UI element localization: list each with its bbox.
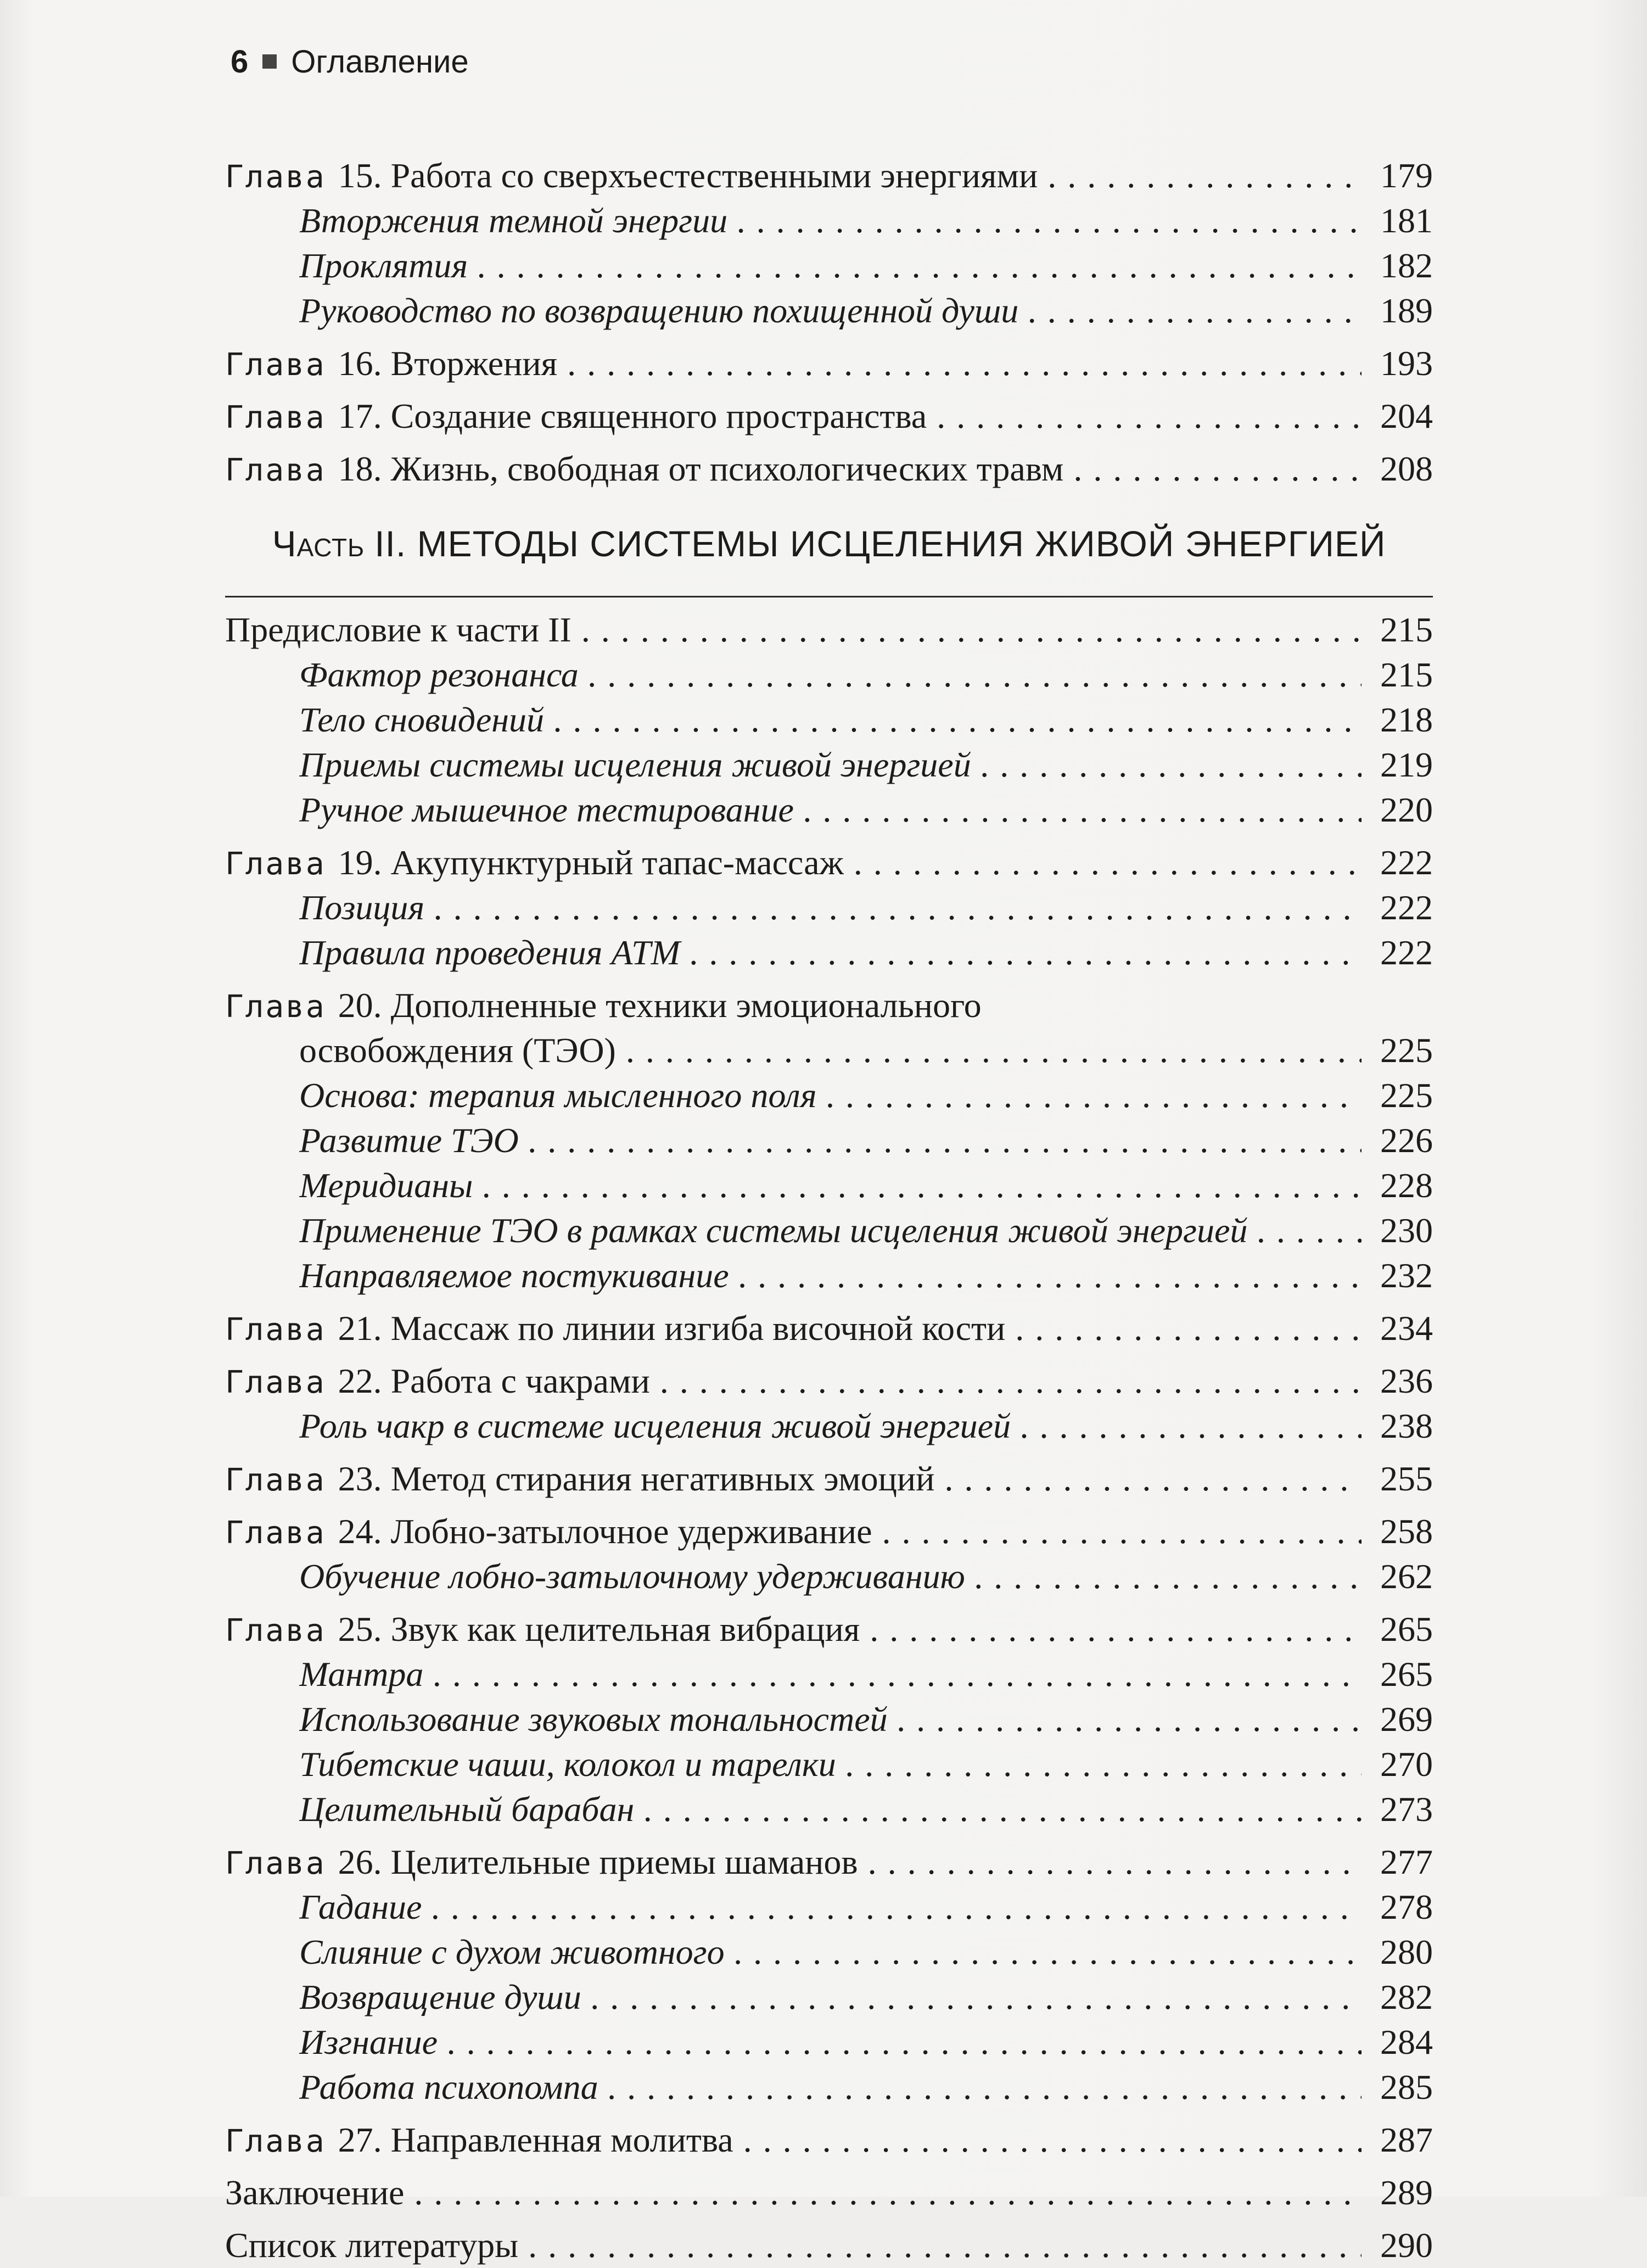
section-title: Проклятия . . . [299,243,1362,288]
section-title: Фактор резонанса . . . [299,652,1362,697]
page-ref: 278 [1380,1887,1433,1926]
toc-chapter [225,394,1433,439]
section-title: Гадание . . . [299,1885,1362,1930]
chapter-title: 18. Жизнь, свободная от психологических травм [338,449,1064,488]
toc-section [225,930,1433,975]
running-header [231,40,469,83]
toc-section [225,1163,1433,1208]
toc-section [225,2065,1433,2110]
toc-chapter [225,840,1433,885]
chapter-prefix: Глава [225,1312,326,1348]
section-title: Целительный барабан . . . [299,1787,1362,1832]
toc-section [225,742,1433,787]
page-ref: 193 [1380,344,1433,383]
toc-chapter [225,1456,1433,1501]
chapter-prefix: Глава [225,846,326,882]
page-ref: 222 [1380,933,1433,972]
page-ref: 232 [1380,1256,1433,1295]
page-ref: 265 [1380,1655,1433,1694]
section-title: Роль чакр в системе исцеления живой энергией . . . [299,1404,1362,1449]
table-of-contents [225,146,1433,2268]
page-ref: 222 [1380,843,1433,882]
chapter-title: 16. Вторжения [338,344,558,383]
section-title: Направляемое постукивание . . . [299,1253,1362,1298]
section-title: Возвращение души . . . [299,1975,1362,2020]
page-ref: 284 [1380,2023,1433,2062]
toc-chapter [225,341,1433,386]
page-ref: 226 [1380,1121,1433,1160]
toc-section [225,1073,1433,1118]
toc-section [225,198,1433,243]
section-title: Правила проведения АТМ . . . [299,930,1362,975]
page-ref: 219 [1380,745,1433,784]
page-ref: 277 [1380,1842,1433,1881]
part-title: II. МЕТОДЫ СИСТЕМЫ ИСЦЕЛЕНИЯ ЖИВОЙ ЭНЕРГИЕЙ [374,523,1386,564]
chapter-title: 21. Массаж по линии изгиба височной кости [338,1309,1006,1348]
page-ref: 225 [1380,1076,1433,1115]
page-ref: 230 [1380,1211,1433,1250]
toc-chapter-continuation [225,1028,1433,1073]
toc-section [225,1652,1433,1697]
page-ref: 262 [1380,1557,1433,1596]
section-title: Использование звуковых тональностей . . . [299,1697,1362,1742]
page-ref: 215 [1380,655,1433,694]
page-ref: 287 [1380,2120,1433,2159]
toc-section [225,243,1433,288]
section-title: Применение ТЭО в рамках системы исцеления живой энергией . . . [299,1208,1362,1253]
header-title: Оглавление [291,43,469,80]
chapter-title-line2: освобождения (ТЭО) . . . [299,1028,1362,1073]
toc-section [225,1975,1433,2020]
page-ref: 238 [1380,1406,1433,1445]
toc-section [225,2020,1433,2065]
page-ref: 218 [1380,700,1433,739]
section-title: Руководство по возвращению похищенной души . . . [299,288,1362,333]
toc-section [225,1118,1433,1163]
page-ref: 280 [1380,1932,1433,1971]
section-title: Основа: терапия мысленного поля . . . [299,1073,1362,1118]
page-ref: 182 [1380,246,1433,285]
page-ref: 282 [1380,1977,1433,2016]
section-title: Тибетские чаши, колокол и тарелки . . . [299,1742,1362,1787]
toc-section [225,1697,1433,1742]
chapter-prefix: Глава [225,1515,326,1551]
chapter-title: 19. Акупунктурный тапас-массаж [338,843,844,882]
chapter-prefix: Глава [225,1613,326,1649]
toc-entry [225,2170,1433,2215]
toc-section [225,697,1433,742]
part-heading [225,491,1433,596]
chapter-prefix: Глава [225,400,326,435]
toc-section [225,288,1433,333]
section-title: Тело сновидений . . . [299,697,1362,742]
page-ref: 289 [1380,2173,1433,2212]
toc-chapter [225,446,1433,491]
page-ref: 208 [1380,449,1433,488]
page-ref: 234 [1380,1309,1433,1348]
page-ref: 204 [1380,396,1433,435]
page-ref: 269 [1380,1700,1433,1739]
toc-section [225,652,1433,697]
toc-section [225,1208,1433,1253]
section-title: Позиция . . . [299,885,1362,930]
section-title: Меридианы . . . [299,1163,1362,1208]
toc-section [225,1787,1433,1832]
toc-chapter [225,1359,1433,1404]
entry-title: Список литературы . . . [225,2223,1362,2268]
chapter-title: 15. Работа со сверхъестественными энергиями [338,156,1038,195]
chapter-title: 25. Звук как целительная вибрация [338,1610,860,1649]
entry-title: Предисловие к части II . . . [225,607,1362,652]
page-ref: 228 [1380,1166,1433,1205]
page-ref: 179 [1380,156,1433,195]
section-title: Ручное мышечное тестирование . . . [299,787,1362,833]
page-number: 6 [231,43,249,80]
page-ref: 225 [1380,1031,1433,1070]
toc-section [225,787,1433,833]
page-ref: 236 [1380,1361,1433,1400]
chapter-title: 17. Создание священного пространства [338,396,927,435]
toc-section [225,1253,1433,1298]
toc-entry [225,607,1433,652]
page-ref: 285 [1380,2068,1433,2107]
chapter-prefix: Глава [225,1846,326,1881]
section-title: Мантра . . . [299,1652,1362,1697]
section-title: Работа психопомпа . . . [299,2065,1362,2110]
toc-chapter [225,1306,1433,1351]
page-ref: 215 [1380,610,1433,649]
page-ref: 258 [1380,1512,1433,1551]
section-title: Слияние с духом животного . . . [299,1930,1362,1975]
toc-chapter [225,1607,1433,1652]
toc-section [225,1885,1433,1930]
toc-chapter [225,1509,1433,1554]
toc-chapter [225,2118,1433,2163]
toc-chapter [225,983,1433,1028]
part-word: Часть [272,523,365,564]
toc-section [225,1554,1433,1599]
chapter-prefix: Глава [225,989,326,1025]
toc-section [225,1930,1433,1975]
chapter-title: 23. Метод стирания негативных эмоций [338,1459,935,1498]
chapter-prefix: Глава [225,453,326,488]
toc-chapter [225,153,1433,198]
toc-chapter [225,1840,1433,1885]
chapter-title: 27. Направленная молитва [338,2120,733,2159]
chapter-title: 22. Работа с чакрами [338,1361,650,1400]
section-title: Вторжения темной энергии . . . [299,198,1362,243]
toc-entry [225,2223,1433,2268]
entry-title: Заключение . . . [225,2170,1362,2215]
page-ref: 220 [1380,790,1433,829]
chapter-prefix: Глава [225,159,326,195]
toc-section [225,885,1433,930]
page-ref: 222 [1380,888,1433,927]
section-title: Обучение лобно-затылочному удерживанию . . . [299,1554,1362,1599]
page-ref: 189 [1380,291,1433,330]
toc-section [225,1404,1433,1449]
part-divider [225,596,1433,597]
chapter-prefix: Глава [225,347,326,383]
page-ref: 181 [1380,201,1433,240]
chapter-prefix: Глава [225,1462,326,1498]
chapter-title-line1: 20. Дополненные техники эмоционального [338,986,982,1025]
square-bullet-icon [262,54,277,69]
section-title: Изгнание . . . [299,2020,1362,2065]
page-ref: 265 [1380,1610,1433,1649]
section-title: Развитие ТЭО . . . [299,1118,1362,1163]
page-ref: 270 [1380,1745,1433,1784]
toc-section [225,1742,1433,1787]
chapter-title: 26. Целительные приемы шаманов [338,1842,858,1881]
chapter-prefix: Глава [225,1365,326,1400]
page-ref: 273 [1380,1790,1433,1829]
chapter-title: 24. Лобно-затылочное удерживание [338,1512,872,1551]
chapter-prefix: Глава [225,2124,326,2159]
section-title: Приемы системы исцеления живой энергией . . . [299,742,1362,787]
page-ref: 255 [1380,1459,1433,1498]
page-ref: 290 [1380,2226,1433,2265]
